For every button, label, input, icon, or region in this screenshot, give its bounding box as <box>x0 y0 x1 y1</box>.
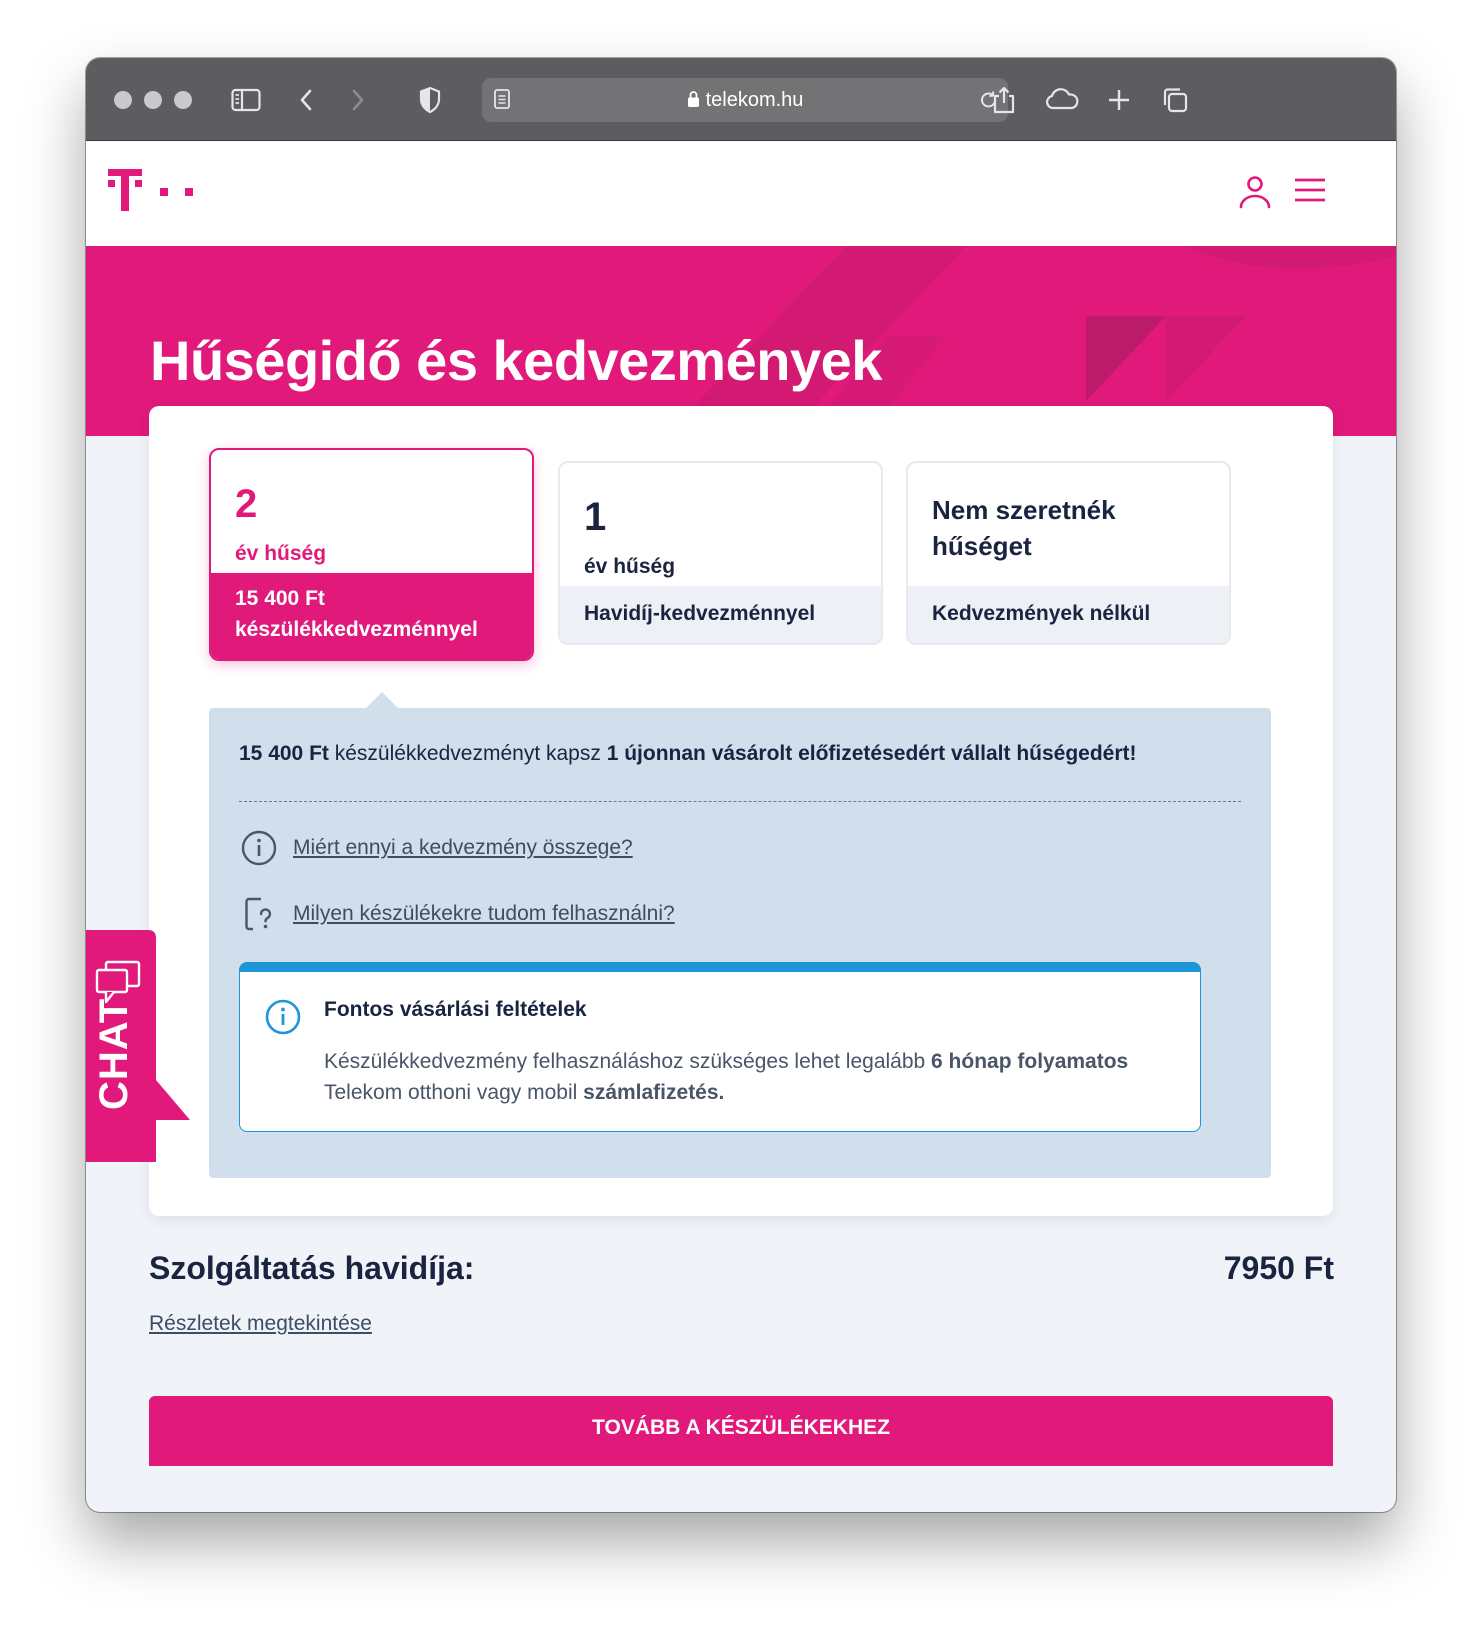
sidebar-icon[interactable] <box>226 80 266 120</box>
notice-text-2: Telekom otthoni vagy mobil <box>324 1081 584 1104</box>
option-label-area <box>211 573 532 659</box>
chat-label: CHAT <box>92 997 136 1110</box>
panel-pointer <box>366 692 398 708</box>
loyalty-card <box>149 406 1333 1216</box>
device-question-icon <box>239 894 279 934</box>
browser-window <box>86 58 1396 1512</box>
telekom-logo[interactable] <box>108 168 198 217</box>
url-value: telekom.hu <box>705 89 804 111</box>
divider <box>239 801 1241 802</box>
option-label-area <box>560 586 881 643</box>
page-title: Hűségidő és kedvezmények <box>150 329 882 392</box>
discount-amount: 15 400 Ft <box>239 742 329 765</box>
option-label-line1: 15 400 Ft <box>235 587 325 610</box>
option-label-line1: Kedvezmények nélkül <box>932 602 1151 625</box>
option-number: 1 <box>584 495 607 539</box>
which-devices-link[interactable]: Milyen készülékekre tudom felhasználni? <box>293 902 675 925</box>
why-amount-link[interactable]: Miért ennyi a kedvezmény összege? <box>293 836 633 859</box>
discount-condition: 1 újonnan vásárolt előfizetésedért vállalt hűségedért! <box>606 742 1137 765</box>
option-no-loyalty[interactable] <box>906 461 1231 645</box>
chat-tab[interactable] <box>86 930 190 1162</box>
option-title-line1: Nem szeretnék <box>932 495 1116 525</box>
option-label-line1: Havidíj-kedvezménnyel <box>584 602 816 625</box>
notice-body <box>324 1046 1184 1108</box>
notice-title: Fontos vásárlási feltételek <box>324 998 587 1021</box>
option-title-line2: hűséget <box>932 531 1032 561</box>
window-zoom-button[interactable] <box>174 91 192 109</box>
browser-toolbar <box>86 58 1396 141</box>
share-icon[interactable] <box>984 80 1024 120</box>
option-number: 2 <box>235 482 258 526</box>
option-1-year-loyalty[interactable] <box>558 461 883 645</box>
info-circle-icon <box>264 998 302 1041</box>
tabs-overview-icon[interactable] <box>1155 80 1195 120</box>
monthly-fee-label: Szolgáltatás havidíja: <box>149 1250 475 1286</box>
cloud-icon[interactable] <box>1042 80 1082 120</box>
notice-emphasis-1: 6 hónap folyamatos <box>931 1050 1129 1073</box>
site-header <box>86 142 1396 246</box>
option-subtitle: év hűség <box>584 555 676 578</box>
option-label-line2: készülékkedvezménnyel <box>235 618 478 641</box>
purchase-conditions-notice <box>239 962 1201 1132</box>
option-label-area <box>908 586 1229 643</box>
monthly-fee-value: 7950 Ft <box>1223 1250 1334 1286</box>
menu-icon[interactable] <box>1294 177 1326 208</box>
discount-info-panel <box>209 708 1271 1178</box>
new-tab-icon[interactable] <box>1099 80 1139 120</box>
window-minimize-button[interactable] <box>144 91 162 109</box>
details-link[interactable]: Részletek megtekintése <box>149 1312 372 1335</box>
lock-icon <box>687 90 700 114</box>
window-close-button[interactable] <box>114 91 132 109</box>
shield-icon[interactable] <box>410 80 450 120</box>
notice-emphasis-2: számlafizetés. <box>583 1081 725 1104</box>
why-amount-row <box>239 828 633 868</box>
back-icon[interactable] <box>286 80 326 120</box>
option-2-year-loyalty[interactable] <box>209 448 534 661</box>
url-text <box>482 89 1008 114</box>
discount-summary <box>239 742 1137 766</box>
which-devices-row <box>239 894 675 934</box>
forward-icon[interactable] <box>338 80 378 120</box>
address-bar[interactable] <box>482 78 1008 122</box>
continue-to-devices-button[interactable]: TOVÁBB A KÉSZÜLÉKEKHEZ <box>149 1396 1333 1466</box>
info-circle-icon <box>239 828 279 868</box>
notice-text-1: Készülékkedvezmény felhasználáshoz szükséges lehet legalább <box>324 1050 932 1073</box>
option-subtitle: év hűség <box>235 542 327 565</box>
discount-text: készülékkedvezményt kapsz <box>328 742 607 765</box>
user-icon[interactable] <box>1238 174 1272 215</box>
